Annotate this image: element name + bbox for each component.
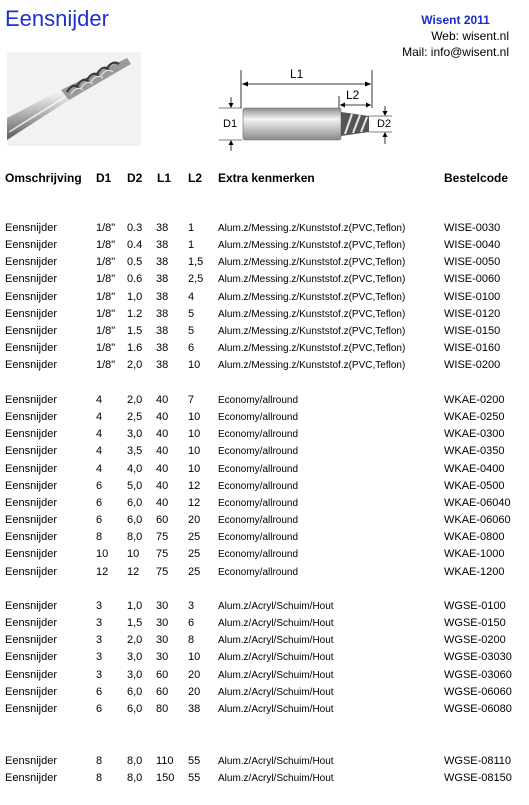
cell-d1: 6 (96, 514, 103, 527)
cell-omschrijving: Eensnijder (5, 428, 57, 441)
cell-extra: Alum.z/Acryl/Schuim/Hout (218, 669, 334, 681)
cell-d2: 6,0 (127, 702, 143, 715)
cell-d2: 10 (127, 548, 140, 561)
cell-l1: 38 (156, 222, 169, 234)
cell-d1: 1/8" (96, 290, 116, 303)
cell-l1: 80 (156, 702, 169, 715)
cell-omschrijving: Eensnijder (5, 239, 57, 252)
cell-omschrijving: Eensnijder (5, 531, 57, 544)
cell-d1: 10 (96, 548, 109, 561)
cell-d1: 6 (96, 496, 103, 509)
cell-bestelcode: WGSE-08150 (444, 772, 512, 785)
cell-d2: 6,0 (127, 514, 143, 527)
cell-l1: 30 (156, 617, 169, 630)
cell-l1: 75 (156, 531, 169, 544)
cell-bestelcode: WGSE-0150 (444, 617, 506, 630)
cell-l2: 6 (188, 617, 195, 630)
cell-l2: 2,5 (188, 273, 204, 286)
cell-omschrijving: Eensnijder (5, 772, 57, 785)
cell-d2: 0.3 (127, 222, 143, 234)
table-row (0, 531, 529, 548)
cell-d1: 1/8" (96, 222, 116, 234)
table-row (0, 480, 529, 497)
cell-bestelcode: WGSE-06080 (444, 702, 512, 715)
cell-omschrijving: Eensnijder (5, 651, 57, 664)
cell-bestelcode: WKAE-0350 (444, 445, 505, 458)
cell-extra: Alum.z/Messing.z/Kunststof.z(PVC,Teflon) (218, 308, 406, 320)
cell-l1: 38 (156, 307, 169, 320)
cell-d1: 12 (96, 565, 109, 578)
cell-d2: 2,0 (127, 634, 143, 647)
cell-d1: 1/8" (96, 324, 116, 337)
cell-bestelcode: WGSE-03060 (444, 668, 512, 681)
header-extra: Extra kenmerken (218, 171, 315, 185)
cell-d2: 3,0 (127, 651, 143, 664)
table-row (0, 703, 529, 720)
table-row (0, 273, 529, 290)
cell-bestelcode: WKAE-0250 (444, 411, 505, 424)
table-row (0, 634, 529, 651)
cell-l2: 4 (188, 290, 195, 303)
cell-bestelcode: WKAE-0300 (444, 428, 505, 441)
cell-bestelcode: WKAE-0200 (444, 394, 505, 406)
cell-d2: 4,0 (127, 462, 143, 475)
table-row (0, 600, 529, 617)
table-row (0, 291, 529, 308)
cell-l2: 20 (188, 668, 201, 681)
cell-omschrijving: Eensnijder (5, 668, 57, 681)
cell-d2: 6,0 (127, 496, 143, 509)
dimension-diagram (216, 62, 400, 154)
cell-d1: 1/8" (96, 342, 116, 355)
cell-d1: 3 (96, 668, 103, 681)
table-row (0, 325, 529, 342)
cell-d2: 3,0 (127, 668, 143, 681)
table-row (0, 548, 529, 565)
cell-l2: 1,5 (188, 256, 204, 269)
cell-l1: 40 (156, 411, 169, 424)
cell-l2: 20 (188, 685, 201, 698)
cell-bestelcode: WGSE-0100 (444, 600, 506, 612)
cell-omschrijving: Eensnijder (5, 496, 57, 509)
cell-extra: Alum.z/Messing.z/Kunststof.z(PVC,Teflon) (218, 343, 406, 355)
cell-l1: 30 (156, 600, 169, 612)
cell-d1: 3 (96, 634, 103, 647)
header-omschrijving: Omschrijving (5, 171, 82, 185)
table-row (0, 239, 529, 256)
cell-extra: Economy/allround (218, 549, 299, 561)
table-row (0, 359, 529, 376)
header-d1: D1 (96, 171, 112, 185)
cell-l2: 10 (188, 428, 201, 441)
label-l2: L2 (346, 88, 360, 102)
cell-l1: 38 (156, 290, 169, 303)
cell-omschrijving: Eensnijder (5, 565, 57, 578)
table-row (0, 256, 529, 273)
cell-d2: 3,5 (127, 445, 143, 458)
cell-d1: 6 (96, 702, 103, 715)
table-row (0, 308, 529, 325)
cell-d2: 2,5 (127, 411, 143, 424)
cell-l2: 3 (188, 600, 195, 612)
cell-l1: 75 (156, 548, 169, 561)
cell-l2: 10 (188, 651, 201, 664)
table-row (0, 669, 529, 686)
cell-extra: Alum.z/Acryl/Schuim/Hout (218, 703, 334, 715)
cell-omschrijving: Eensnijder (5, 307, 57, 320)
cell-d1: 3 (96, 600, 103, 612)
table-row (0, 566, 529, 583)
cell-l2: 25 (188, 548, 201, 561)
header-bestelcode: Bestelcode (444, 171, 509, 185)
cell-d1: 1/8" (96, 359, 116, 372)
cell-d2: 0.4 (127, 239, 143, 252)
cell-bestelcode: WISE-0030 (444, 222, 501, 234)
cell-extra: Alum.z/Messing.z/Kunststof.z(PVC,Teflon) (218, 325, 406, 337)
cell-extra: Economy/allround (218, 395, 299, 406)
cell-l2: 10 (188, 359, 201, 372)
header-l1: L1 (157, 171, 172, 185)
table-row (0, 497, 529, 514)
cell-d1: 3 (96, 651, 103, 664)
table-row (0, 222, 529, 239)
cell-l1: 38 (156, 342, 169, 355)
header-d2: D2 (127, 171, 143, 185)
cell-bestelcode: WKAE-06060 (444, 514, 511, 527)
cell-d2: 2,0 (127, 394, 143, 406)
cell-d1: 6 (96, 685, 103, 698)
cell-d1: 1/8" (96, 239, 116, 252)
cell-omschrijving: Eensnijder (5, 702, 57, 715)
cell-bestelcode: WISE-0060 (444, 273, 501, 286)
cell-l2: 1 (188, 239, 195, 252)
cell-l2: 1 (188, 222, 195, 234)
company-name: Wisent 2011 (421, 13, 490, 27)
cell-l2: 12 (188, 479, 201, 492)
cell-l2: 55 (188, 755, 201, 767)
cell-bestelcode: WGSE-03030 (444, 651, 512, 664)
cell-extra: Economy/allround (218, 429, 299, 441)
table-row (0, 411, 529, 428)
cell-omschrijving: Eensnijder (5, 548, 57, 561)
cell-l2: 10 (188, 445, 201, 458)
cell-d1: 1/8" (96, 273, 116, 286)
company-mail: Mail: info@wisent.nl (402, 45, 509, 59)
cell-extra: Alum.z/Messing.z/Kunststof.z(PVC,Teflon) (218, 240, 406, 252)
cell-d1: 8 (96, 772, 103, 785)
cell-bestelcode: WKAE-0500 (444, 479, 505, 492)
cell-omschrijving: Eensnijder (5, 411, 57, 424)
cell-omschrijving: Eensnijder (5, 634, 57, 647)
cell-bestelcode: WGSE-06060 (444, 685, 512, 698)
table-row (0, 445, 529, 462)
cell-l1: 40 (156, 462, 169, 475)
cell-omschrijving: Eensnijder (5, 222, 57, 234)
cell-extra: Economy/allround (218, 532, 299, 544)
cell-d1: 4 (96, 462, 103, 475)
cell-bestelcode: WGSE-08110 (444, 755, 512, 767)
cell-extra: Economy/allround (218, 446, 299, 458)
cell-l2: 10 (188, 462, 201, 475)
cell-extra: Alum.z/Messing.z/Kunststof.z(PVC,Teflon) (218, 291, 406, 303)
cell-d2: 8,0 (127, 772, 143, 785)
cell-extra: Alum.z/Messing.z/Kunststof.z(PVC,Teflon) (218, 274, 406, 286)
cell-d2: 1.2 (127, 307, 143, 320)
cell-omschrijving: Eensnijder (5, 462, 57, 475)
cell-bestelcode: WISE-0150 (444, 324, 501, 337)
cell-l1: 40 (156, 394, 169, 406)
cell-omschrijving: Eensnijder (5, 256, 57, 269)
end-mill-photo-icon (7, 52, 141, 146)
cell-l2: 7 (188, 394, 195, 406)
cell-l2: 25 (188, 565, 201, 578)
cell-l1: 40 (156, 428, 169, 441)
cell-d2: 1,5 (127, 617, 143, 630)
cell-d2: 1.5 (127, 324, 143, 337)
product-photo (7, 52, 141, 146)
cell-l1: 40 (156, 445, 169, 458)
cell-d2: 5,0 (127, 479, 143, 492)
table-row (0, 342, 529, 359)
cell-d2: 0.6 (127, 273, 143, 286)
cell-extra: Economy/allround (218, 497, 299, 509)
table-row (0, 686, 529, 703)
cell-extra: Alum.z/Messing.z/Kunststof.z(PVC,Teflon) (218, 223, 406, 234)
cell-d2: 8,0 (127, 755, 143, 767)
cell-bestelcode: WGSE-0200 (444, 634, 506, 647)
cell-extra: Economy/allround (218, 515, 299, 527)
cell-d2: 12 (127, 565, 140, 578)
cell-d2: 2,0 (127, 359, 143, 372)
cell-omschrijving: Eensnijder (5, 685, 57, 698)
cell-l1: 60 (156, 685, 169, 698)
cell-d1: 8 (96, 755, 103, 767)
table-row (0, 514, 529, 531)
cell-omschrijving: Eensnijder (5, 394, 57, 406)
table-row (0, 755, 529, 772)
table-row (0, 394, 529, 411)
cell-omschrijving: Eensnijder (5, 479, 57, 492)
cell-l1: 38 (156, 239, 169, 252)
cell-bestelcode: WKAE-0400 (444, 462, 505, 475)
company-web: Web: wisent.nl (431, 29, 509, 43)
cell-omschrijving: Eensnijder (5, 273, 57, 286)
cell-l1: 75 (156, 565, 169, 578)
cell-extra: Alum.z/Acryl/Schuim/Hout (218, 601, 334, 612)
cell-l1: 60 (156, 514, 169, 527)
cell-l2: 5 (188, 324, 195, 337)
cell-omschrijving: Eensnijder (5, 600, 57, 612)
cell-l1: 60 (156, 668, 169, 681)
cell-l1: 38 (156, 256, 169, 269)
cell-d2: 1,0 (127, 290, 143, 303)
cell-l2: 25 (188, 531, 201, 544)
cell-d1: 6 (96, 479, 103, 492)
cell-d1: 4 (96, 445, 103, 458)
cell-bestelcode: WISE-0050 (444, 256, 501, 269)
cell-extra: Economy/allround (218, 412, 299, 424)
cell-omschrijving: Eensnijder (5, 514, 57, 527)
label-d1: D1 (223, 118, 238, 130)
header-l2: L2 (188, 171, 203, 185)
cell-omschrijving: Eensnijder (5, 290, 57, 303)
cell-d2: 6,0 (127, 685, 143, 698)
cell-extra: Alum.z/Acryl/Schuim/Hout (218, 686, 334, 698)
cell-l1: 30 (156, 634, 169, 647)
cell-l2: 12 (188, 496, 201, 509)
label-d2: D2 (377, 118, 392, 130)
cell-l2: 5 (188, 307, 195, 320)
cell-bestelcode: WKAE-1200 (444, 565, 505, 578)
cell-d2: 3,0 (127, 428, 143, 441)
cell-bestelcode: WISE-0160 (444, 342, 501, 355)
cell-bestelcode: WKAE-06040 (444, 496, 511, 509)
cell-l1: 110 (156, 755, 174, 767)
cell-l2: 8 (188, 634, 195, 647)
cell-l2: 38 (188, 702, 201, 715)
company-info (402, 12, 509, 60)
cell-l2: 55 (188, 772, 201, 785)
table-row (0, 463, 529, 480)
cell-d2: 1.6 (127, 342, 143, 355)
cell-omschrijving: Eensnijder (5, 342, 57, 355)
cell-omschrijving: Eensnijder (5, 755, 57, 767)
cell-d1: 1/8" (96, 307, 116, 320)
cell-l1: 38 (156, 324, 169, 337)
cell-l1: 38 (156, 359, 169, 372)
cell-bestelcode: WKAE-0800 (444, 531, 505, 544)
cell-d2: 1,0 (127, 600, 143, 612)
cell-bestelcode: WISE-0100 (444, 290, 501, 303)
cell-d1: 8 (96, 531, 103, 544)
cell-d2: 0.5 (127, 256, 143, 269)
cell-omschrijving: Eensnijder (5, 445, 57, 458)
cell-extra: Alum.z/Acryl/Schuim/Hout (218, 756, 334, 767)
cell-l2: 6 (188, 342, 195, 355)
cell-d2: 8,0 (127, 531, 143, 544)
cell-extra: Economy/allround (218, 566, 299, 578)
table-row (0, 772, 529, 789)
cell-l2: 20 (188, 514, 201, 527)
cell-l1: 30 (156, 651, 169, 664)
cell-d1: 4 (96, 428, 103, 441)
cell-d1: 4 (96, 411, 103, 424)
cell-omschrijving: Eensnijder (5, 324, 57, 337)
label-l1: L1 (290, 67, 304, 81)
cell-d1: 3 (96, 617, 103, 630)
table-row (0, 651, 529, 668)
cell-extra: Alum.z/Acryl/Schuim/Hout (218, 773, 334, 785)
cell-l1: 150 (156, 772, 175, 785)
cell-extra: Economy/allround (218, 480, 299, 492)
cell-bestelcode: WISE-0200 (444, 359, 501, 372)
cell-omschrijving: Eensnijder (5, 359, 57, 372)
cell-extra: Alum.z/Acryl/Schuim/Hout (218, 635, 334, 647)
cell-extra: Economy/allround (218, 463, 299, 475)
cell-l1: 40 (156, 496, 169, 509)
cell-d1: 1/8" (96, 256, 116, 269)
cell-bestelcode: WISE-0040 (444, 239, 501, 252)
cell-extra: Alum.z/Messing.z/Kunststof.z(PVC,Teflon) (218, 360, 406, 372)
cell-extra: Alum.z/Messing.z/Kunststof.z(PVC,Teflon) (218, 257, 406, 269)
cell-bestelcode: WISE-0120 (444, 307, 501, 320)
cell-extra: Alum.z/Acryl/Schuim/Hout (218, 652, 334, 664)
cell-l1: 38 (156, 273, 169, 286)
cell-extra: Alum.z/Acryl/Schuim/Hout (218, 618, 334, 630)
table-row (0, 617, 529, 634)
cell-l1: 40 (156, 479, 169, 492)
page-title: Eensnijder (5, 6, 109, 31)
table-row (0, 428, 529, 445)
end-mill-diagram-icon (216, 62, 400, 154)
cell-bestelcode: WKAE-1000 (444, 548, 505, 561)
cell-l2: 10 (188, 411, 201, 424)
cell-d1: 4 (96, 394, 103, 406)
cell-omschrijving: Eensnijder (5, 617, 57, 630)
